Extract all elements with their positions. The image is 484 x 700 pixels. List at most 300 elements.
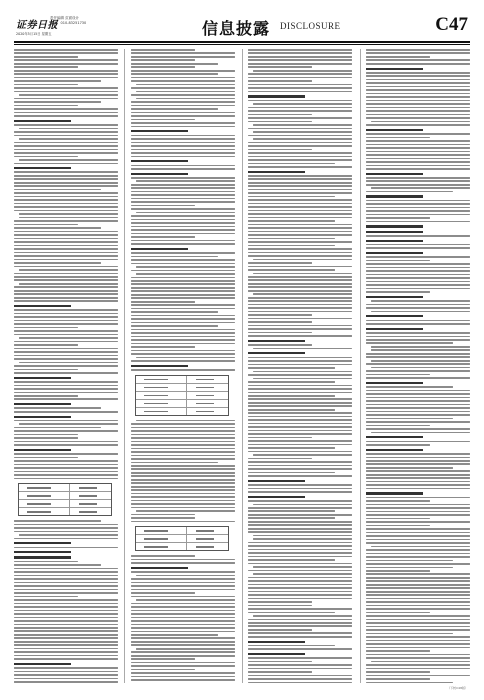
text-line [131,233,235,235]
text-line [366,393,470,395]
table-row [136,543,228,550]
text-line [14,681,118,683]
text-line [14,108,118,110]
text-line [131,70,235,72]
text-line [14,330,118,332]
text-line [131,325,218,327]
text-line [248,128,352,130]
text-line [366,591,470,593]
text-line [14,84,78,86]
text-line [366,418,453,420]
text-line [366,514,470,516]
text-line [131,571,235,573]
text-line [14,630,118,632]
text-line [136,212,235,214]
text-line [248,114,312,116]
text-line [131,486,235,488]
text-line [14,234,118,236]
text-line [366,484,470,486]
text-line [366,96,470,98]
text-line [131,283,235,285]
text-line [131,427,235,429]
text-line [131,555,195,557]
text-line [366,500,430,502]
text-line [14,175,118,177]
text-line [131,304,235,306]
text-line [248,468,352,470]
text-line [366,207,470,209]
text-line [14,561,78,563]
text-line [131,145,235,147]
text-line [14,585,118,587]
text-line [14,192,118,194]
text-line [248,245,335,247]
text-line [131,500,235,502]
text-line [366,497,470,499]
text-line [14,637,118,639]
text-line [248,220,335,222]
text-line [131,122,235,124]
text-line [14,227,101,229]
text-line [248,461,352,463]
text-line [248,629,312,631]
text-line [131,243,235,245]
table-cell [196,403,214,404]
text-line [366,210,470,212]
table-cell [27,511,51,512]
text-line [14,606,118,608]
text-line [366,467,453,469]
text-line [248,367,335,369]
text-line [14,658,118,660]
text-line [366,605,470,607]
text-line [248,224,352,226]
column-4 [366,49,470,683]
section-heading [14,416,71,418]
table-cell-divider [186,384,187,391]
text-line [19,217,118,219]
text-line [14,56,78,58]
text-line [366,404,470,406]
table-cell [144,538,168,539]
text-line [14,474,118,476]
text-line [131,610,235,612]
column-3 [248,49,352,683]
text-line [136,98,235,100]
text-line [253,293,352,295]
text-line [366,244,470,246]
text-line [14,460,118,462]
text-line [14,407,101,409]
section-heading [366,252,423,254]
column-divider [242,49,243,683]
text-line [366,184,470,186]
text-line [248,577,352,579]
text-line [14,388,118,390]
text-line [366,79,470,81]
section-heading [366,231,423,233]
text-line [131,592,195,594]
text-line [366,549,470,551]
table-cell-divider [186,543,187,550]
text-line [248,608,352,610]
text-line [366,453,470,455]
text-line [14,538,118,540]
text-line [131,66,195,68]
text-line [248,182,352,184]
table-cell [144,411,168,412]
text-line [366,414,470,416]
text-line [14,77,118,79]
text-line [14,80,101,82]
text-line [248,163,335,165]
text-line [248,388,352,390]
text-line [366,622,470,624]
text-line [248,531,352,533]
text-line [248,63,352,65]
text-line [248,314,312,316]
section-heading [131,365,188,367]
table-cell-divider [69,508,70,515]
text-line [14,156,78,158]
text-line [248,521,352,523]
text-line [131,589,235,591]
text-line [14,327,78,329]
text-line [14,667,118,669]
text-line [14,603,118,605]
masthead-rule-thin [14,44,470,45]
text-line [19,138,118,140]
section-heading [366,436,423,438]
section-heading [14,120,71,122]
text-line [366,460,470,462]
text-line [14,520,101,522]
text-line [366,342,453,344]
text-line [248,175,352,177]
text-line [366,553,470,555]
text-line [136,180,235,182]
text-line [366,643,470,645]
text-line [248,491,352,493]
table-cell [196,379,214,380]
text-line [14,163,118,165]
table-cell [27,487,51,488]
table-cell [144,379,168,380]
section-heading [366,68,423,70]
text-line [131,135,235,137]
text-line [14,131,118,133]
text-line [248,135,352,137]
section-heading [248,352,305,354]
text-line [14,73,118,75]
text-line [248,335,352,337]
text-line [14,571,118,573]
text-line [14,255,118,257]
text-line [248,622,352,624]
text-line [366,363,470,365]
text-line [366,137,430,139]
text-line [366,277,470,279]
text-line [366,72,470,74]
text-line [136,266,235,268]
text-line [131,311,218,313]
text-line [14,182,118,184]
text-line [366,274,470,276]
text-line [14,355,118,357]
text-line [371,367,470,369]
table-cell-divider [186,376,187,383]
text-line [366,615,470,617]
text-line [248,625,352,627]
text-line [248,279,352,281]
text-line [248,290,352,292]
text-line [366,49,470,51]
text-line [366,629,470,631]
text-line [14,91,118,93]
table-cell [27,495,51,496]
text-line [131,658,195,660]
text-line [248,645,335,647]
text-line [131,168,235,170]
text-line [366,678,430,680]
text-line [14,441,118,443]
text-line [366,654,470,656]
section-title-english: DISCLOSURE [280,21,341,31]
text-line [131,517,195,519]
text-line [131,665,235,667]
table-cell-divider [69,500,70,507]
text-line [14,297,118,299]
table-cell [196,395,214,396]
table-cell-divider [186,392,187,399]
text-line [366,200,470,202]
text-line [131,256,218,258]
text-line [366,525,430,527]
text-line [131,201,235,203]
masthead-rule-thick [14,41,470,43]
text-line [366,180,470,182]
text-line [248,311,352,313]
text-line [366,612,430,614]
text-line [131,343,235,345]
text-line [248,517,335,519]
text-line [14,471,118,473]
text-line [371,187,470,189]
table-cell [79,511,97,512]
text-line [248,636,352,638]
text-line [131,507,235,509]
table-cell [27,503,51,504]
text-line [131,350,235,352]
text-line [248,648,352,650]
text-line [248,59,352,61]
text-line [131,489,235,491]
text-line [131,177,235,179]
section-heading [248,496,305,498]
text-line [253,371,352,373]
text-line [14,105,78,107]
text-line [14,651,118,653]
text-line [248,682,352,683]
masthead [14,14,470,44]
text-line [14,547,118,549]
text-line [14,259,118,261]
text-line [14,655,118,657]
text-line [248,409,335,411]
text-line [366,63,470,65]
text-line [248,678,352,680]
table-cell [196,387,214,388]
text-line [14,624,118,626]
text-line [366,504,470,506]
text-line [14,101,101,103]
text-line [366,671,430,673]
table-cell [144,387,168,388]
text-line [14,185,118,187]
text-line [371,346,470,348]
text-line [366,507,470,509]
text-line [14,365,118,367]
text-line [14,248,118,250]
text-line [248,556,352,558]
text-line [131,287,235,289]
text-line [248,318,352,320]
text-line [366,336,470,338]
text-line [366,370,470,372]
text-line [366,267,470,269]
text-line [366,221,470,223]
text-line [366,481,470,483]
section-heading [366,296,423,298]
text-line [14,648,118,650]
text-line [14,457,78,459]
section-heading [366,225,423,227]
text-line [248,488,352,490]
text-line [19,213,118,215]
text-line [131,669,195,671]
text-line [14,206,118,208]
text-line [131,448,235,450]
text-line [131,294,235,296]
text-line [248,252,352,254]
table-row [136,527,228,535]
text-line [248,152,352,154]
phone-line: 电话：010-83251730 [50,21,87,25]
section-heading [14,542,71,544]
text-line [366,675,470,677]
table-cell [79,503,97,504]
text-line [366,304,470,306]
text-line [131,627,235,629]
text-line [131,301,195,303]
table-cell-divider [186,408,187,415]
text-line [131,458,235,460]
text-line [14,564,101,566]
text-line [248,100,352,102]
text-line [248,297,352,299]
section-heading [366,449,423,451]
text-line [366,270,470,272]
text-line [136,575,235,577]
text-line [366,488,470,490]
text-line [366,339,470,341]
table-cell-divider [186,527,187,534]
section-heading [366,195,423,197]
text-line [131,236,195,238]
text-line [131,297,235,299]
text-line [131,468,235,470]
page-number: C47 [435,14,468,35]
text-line [131,346,195,348]
text-line [371,349,470,351]
text-line [248,56,352,58]
table-cell [144,403,168,404]
text-line [248,392,352,394]
section-heading [248,480,305,482]
text-line [248,657,352,659]
text-line [253,70,352,72]
text-line [248,591,352,593]
text-line [253,535,352,537]
text-line [14,300,118,302]
text-line [248,199,352,201]
text-line [131,59,195,61]
section-heading [248,340,305,342]
text-line [371,311,470,313]
text-line [366,59,470,61]
text-line [14,467,118,469]
text-line [248,465,352,467]
text-line [131,80,235,82]
text-line [366,75,470,77]
section-heading [14,551,71,553]
text-line [248,145,352,147]
text-line [14,381,118,383]
text-line [248,524,352,526]
text-line [253,573,352,575]
text-line [131,240,235,242]
text-line [14,63,118,65]
text-line [131,679,235,681]
text-line [366,573,470,575]
text-line [131,105,235,107]
text-line [14,316,118,318]
text-line [14,578,118,580]
text-line [14,634,118,636]
text-line [248,423,352,425]
text-line [131,521,235,523]
column-1 [14,49,118,683]
text-line [248,500,352,502]
text-line [136,84,235,86]
text-line [14,437,78,439]
text-line [366,82,470,84]
text-line [366,356,470,358]
section-heading [14,449,71,451]
text-line [14,599,118,601]
text-line [131,208,235,210]
text-line [14,596,78,598]
text-line [248,87,352,89]
text-line [131,434,235,436]
table-row [136,392,228,400]
text-line [131,219,235,221]
text-line [248,374,352,376]
text-line [14,189,101,191]
text-line [248,110,352,112]
editor-info [50,16,86,26]
text-line [131,277,235,279]
